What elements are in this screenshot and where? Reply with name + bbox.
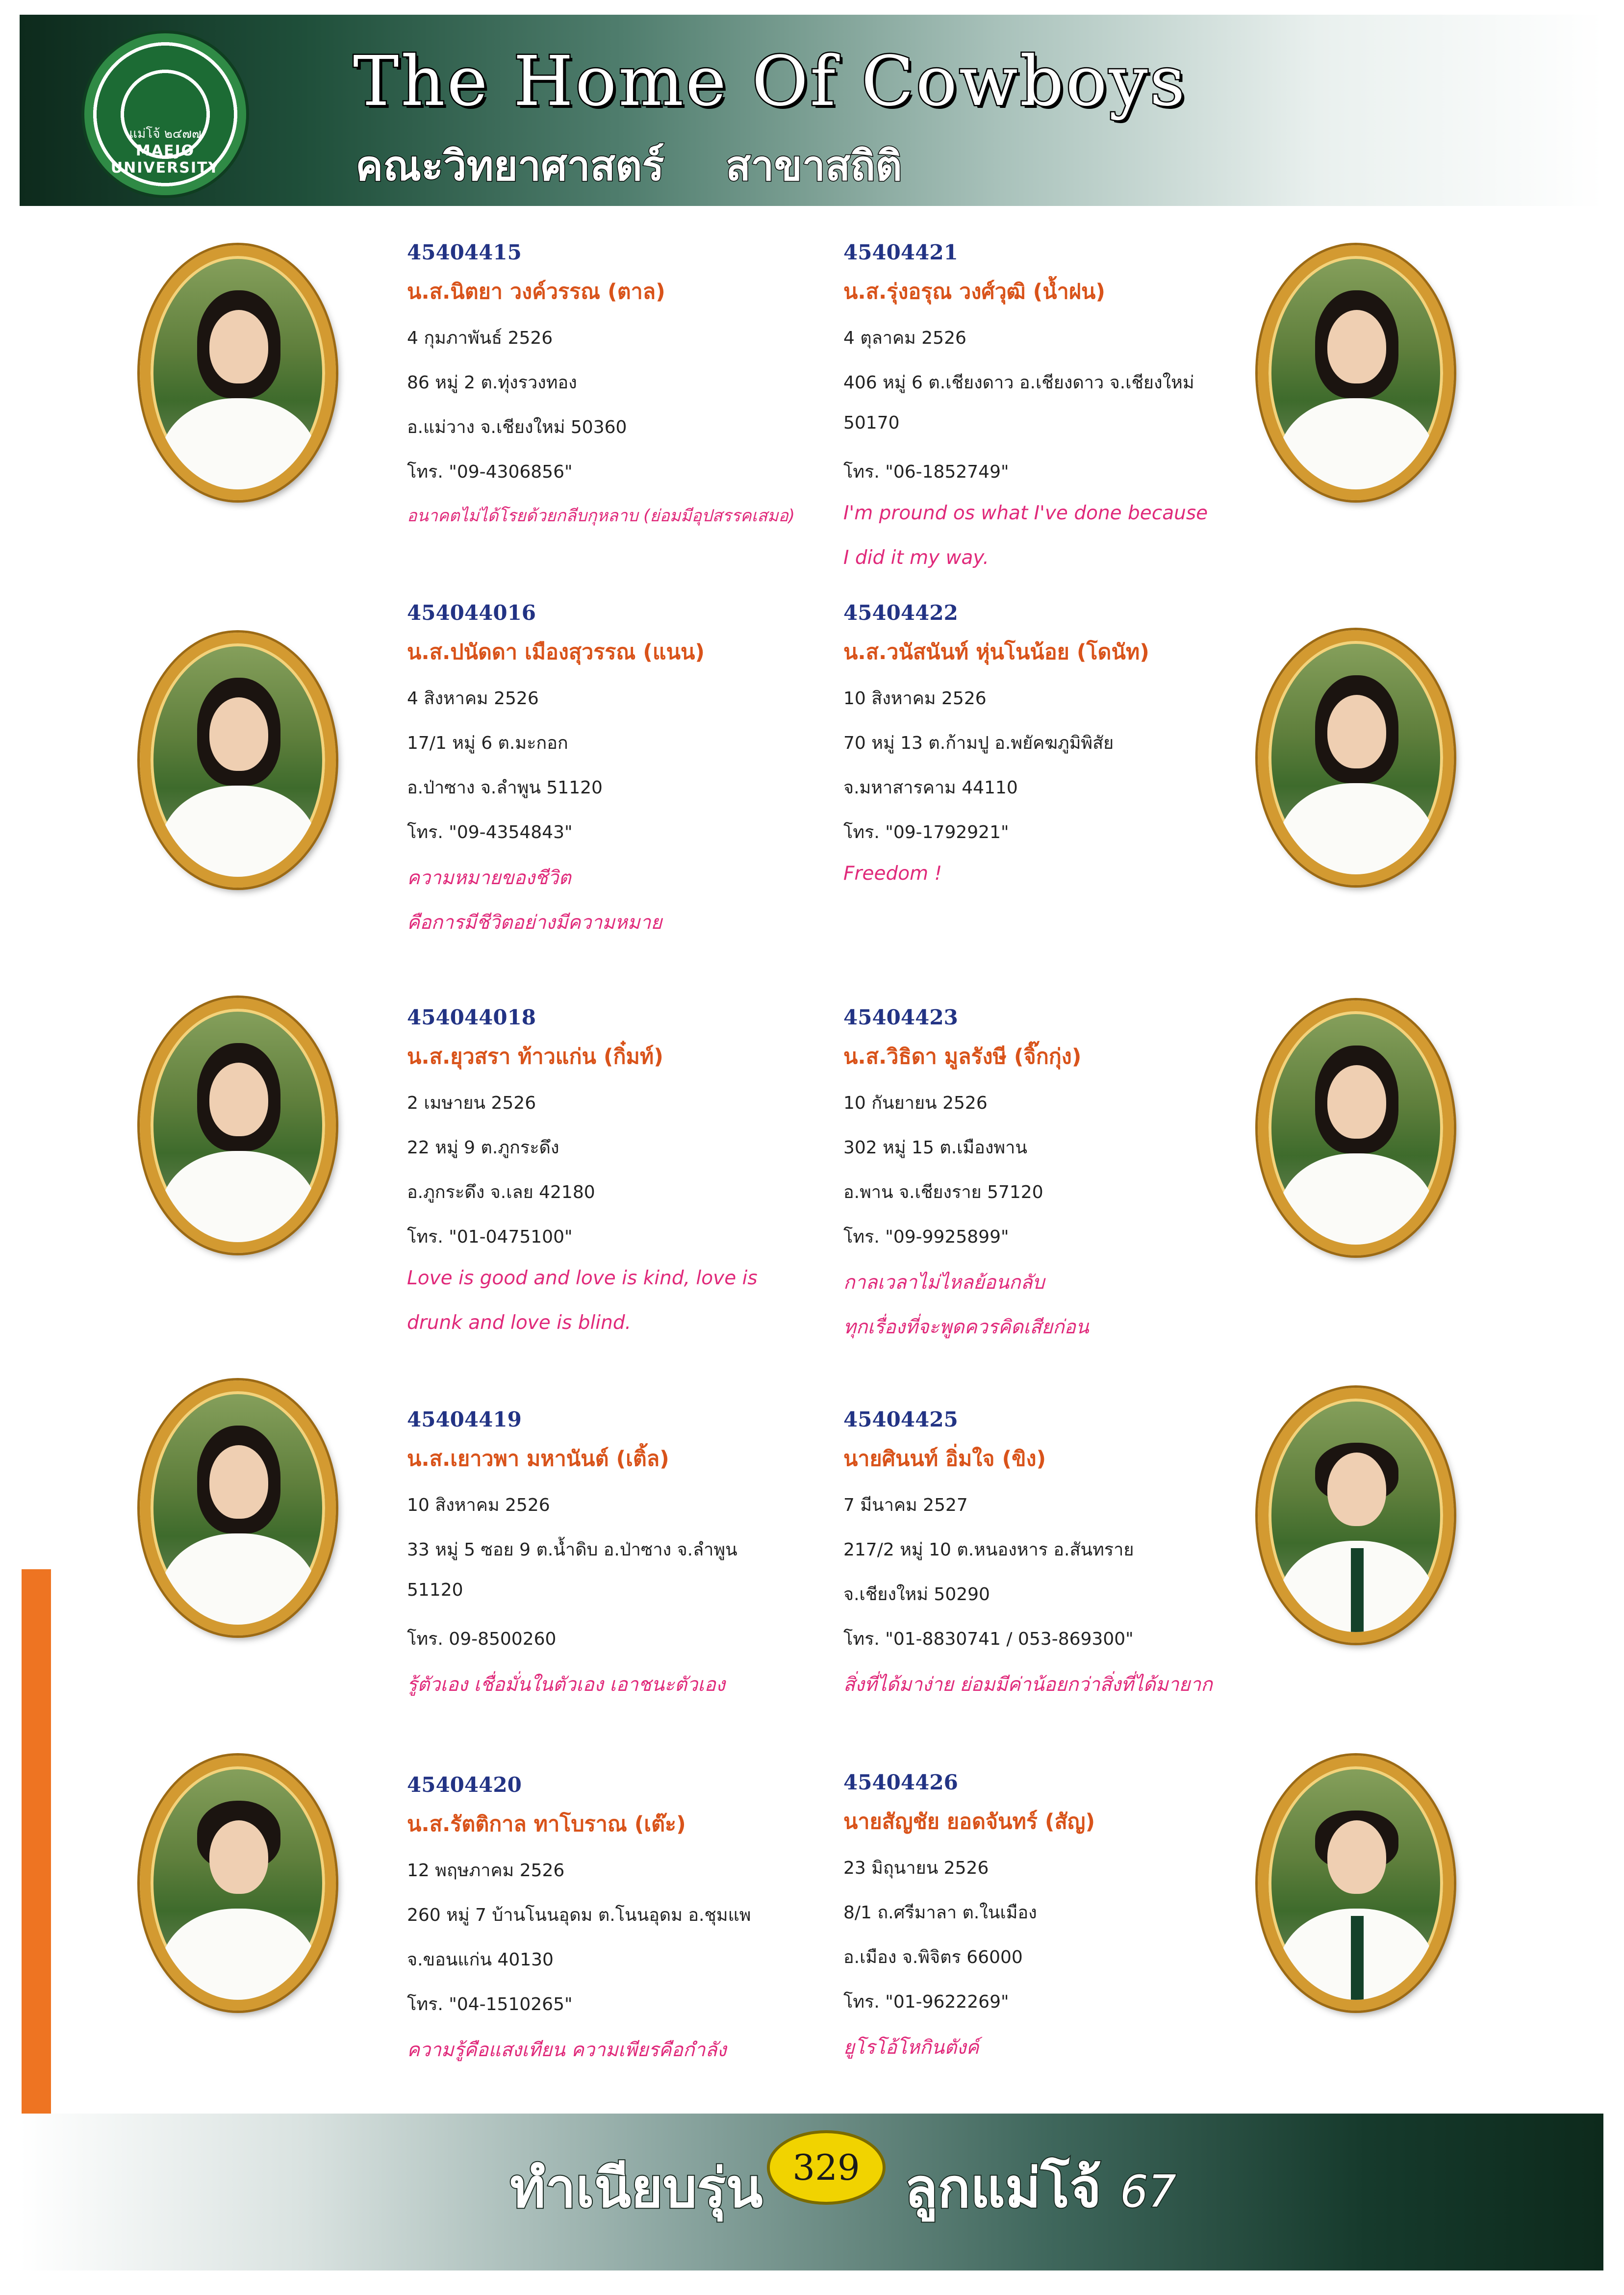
phone-number: โทร. "09-4354843" [407,822,573,842]
address-line: อ.ภูกระดึง จ.เลย 42180 [407,1182,595,1202]
student-name: นายศินนท์ อิ่มใจ (ขิง) [843,1447,1046,1471]
student-name: นายสัญชัย ยอดจันทร์ (สัญ) [843,1810,1095,1834]
student-photo [140,1380,336,1635]
address-line: จ.เชียงใหม่ 50290 [843,1584,990,1605]
student-name: น.ส.วนัสนันท์ หุ่นโนน้อย (โดนัท) [843,640,1149,664]
birth-date: 10 สิงหาคม 2526 [407,1495,550,1515]
motto-quote: อนาคตไม่ได้โรยด้วยกลีบกุหลาบ (ย่อมมีอุปสรรคเสมอ) [407,506,795,526]
motto-quote: Love is good and love is kind, love is [407,1267,758,1289]
phone-number: โทร. "06-1852749" [843,462,1009,482]
phone-number: โทร. 09-8500260 [407,1629,557,1649]
birth-date: 4 ตุลาคม 2526 [843,328,966,348]
student-profile [843,1005,1285,1356]
address-line: จ.มหาสารคาม 44110 [843,778,1018,798]
birth-date: 4 สิงหาคม 2526 [407,688,539,709]
side-accent-bar [22,1569,51,2114]
student-photo [1258,1388,1454,1643]
motto-quote: ความหมายของชีวิต [407,867,571,889]
student-photo [140,998,336,1253]
student-profile [407,601,848,952]
motto-quote: ยูโรโอ้โหกินตังค์ [843,2037,979,2059]
page-title: The Home Of Cowboys [353,42,1187,122]
address-line: 217/2 หมู่ 10 ต.หนองหาร อ.สันทราย [843,1540,1134,1560]
motto-quote: Freedom ! [843,863,942,885]
student-name: น.ส.เยาวพา มหานันต์ (เติ้ล) [407,1447,669,1471]
student-photo [140,1756,336,2011]
motto-quote: สิ่งที่ได้มาง่าย ย่อมมีค่าน้อยกว่าสิ่งที่ได้มายาก [843,1674,1213,1696]
student-profile [407,240,848,547]
phone-number: โทร. "01-9622269" [843,1992,1009,2012]
student-name: น.ส.นิตยา วงค์วรรณ (ตาล) [407,280,665,304]
address-line: 70 หมู่ 13 ต.ก้ามปู อ.พยัคฆภูมิพิสัย [843,733,1114,753]
student-id: 45404423 [843,1005,958,1029]
motto-quote: คือการมีชีวิตอย่างมีความหมาย [407,912,662,934]
student-photo [1258,1756,1454,2011]
address-line: 17/1 หมู่ 6 ต.มะกอก [407,733,568,753]
address-line: 302 หมู่ 15 ต.เมืองพาน [843,1138,1027,1158]
student-id: 45404415 [407,240,522,264]
student-id: 454044018 [407,1005,536,1029]
address-line: 86 หมู่ 2 ต.ทุ่งรวงทอง [407,373,577,393]
phone-number: โทร. "09-4306856" [407,462,573,482]
address-line: 50170 [843,413,900,433]
student-photo [1258,630,1454,885]
necktie-icon [1351,1548,1364,1643]
student-id: 45404422 [843,601,958,625]
department-title: สาขาสถิติ [726,142,902,190]
phone-number: โทร. "09-9925899" [843,1227,1009,1247]
motto-quote: I did it my way. [843,547,989,569]
necktie-icon [1351,1916,1364,2011]
student-id: 45404421 [843,240,958,264]
footer-class-label: ลูกแม่โจ้ [905,2157,1101,2219]
student-id: 45404426 [843,1770,958,1794]
student-name: น.ส.ปนัดดา เมืองสุวรรณ (แนน) [407,640,705,664]
motto-quote: รู้ตัวเอง เชื่อมั่นในตัวเอง เอาชนะตัวเอง [407,1674,725,1696]
phone-number: โทร. "01-8830741 / 053-869300" [843,1629,1134,1649]
student-name: น.ส.รุ่งอรุณ วงศ์วุฒิ (น้ำฝน) [843,280,1106,304]
student-id: 454044016 [407,601,536,625]
student-name: น.ส.ยุวสรา ท้าวแก่น (กิ๋มท์) [407,1045,663,1069]
address-line: 22 หมู่ 9 ต.ภูกระดึง [407,1138,559,1158]
birth-date: 23 มิถุนายน 2526 [843,1858,989,1878]
address-line: 406 หมู่ 6 ต.เชียงดาว อ.เชียงดาว จ.เชียงใหม่ [843,373,1194,393]
address-line: 260 หมู่ 7 บ้านโนนอุดม ต.โนนอุดม อ.ชุมแพ [407,1905,751,1925]
address-line: 33 หมู่ 5 ซอย 9 ต.น้ำดิบ อ.ป่าซาง จ.ลำพูน [407,1540,737,1560]
address-line: 51120 [407,1580,463,1600]
university-seal-icon [84,33,246,195]
phone-number: โทร. "01-0475100" [407,1227,573,1247]
seal-motto: แม่โจ้ ๒๔๗๗ [129,127,202,141]
birth-date: 2 เมษายน 2526 [407,1093,536,1113]
student-id: 45404420 [407,1773,522,1797]
seal-university-name: MAEJO UNIVERSITY [110,142,220,177]
birth-date: 12 พฤษภาคม 2526 [407,1861,565,1881]
student-profile [407,1773,848,2079]
student-profile [843,1407,1285,1714]
page-number: 329 [770,2133,883,2202]
student-photo [1258,1000,1454,1255]
motto-quote: ความรู้คือแสงเทียน ความเพียรคือกำลัง [407,2039,727,2061]
student-profile [407,1407,848,1714]
faculty-title: คณะวิทยาศาสตร์ [355,142,664,190]
address-line: อ.แม่วาง จ.เชียงใหม่ 50360 [407,417,627,437]
student-photo [140,245,336,500]
student-name: น.ส.วิธิดา มูลรังษี (จิ๊กกุ่ง) [843,1045,1082,1069]
address-line: อ.พาน จ.เชียงราย 57120 [843,1182,1043,1202]
motto-quote: I'm pround os what I've done because [843,502,1208,524]
student-photo [140,633,336,888]
student-id: 45404425 [843,1407,958,1431]
address-line: อ.เมือง จ.พิจิตร 66000 [843,1947,1023,1967]
birth-date: 10 สิงหาคม 2526 [843,688,987,709]
student-name: น.ส.รัตติกาล ทาโบราณ (เต๊ะ) [407,1812,686,1836]
student-profile [407,1005,848,1356]
motto-quote: drunk and love is blind. [407,1312,631,1334]
phone-number: โทร. "09-1792921" [843,822,1009,842]
footer-class-title [905,2145,1176,2231]
birth-date: 10 กันยายน 2526 [843,1093,988,1113]
address-line: 8/1 ถ.ศรีมาลา ต.ในเมือง [843,1903,1037,1923]
student-photo [1258,245,1454,500]
student-profile [843,240,1285,591]
student-id: 45404419 [407,1407,522,1431]
student-profile [843,601,1285,907]
student-profile [843,1770,1285,2077]
footer-yearbook-title: ทำเนียบรุ่น [510,2157,763,2219]
footer-class-number: 67 [1120,2166,1176,2218]
phone-number: โทร. "04-1510265" [407,1994,573,2014]
birth-date: 7 มีนาคม 2527 [843,1495,968,1515]
motto-quote: กาลเวลาไม่ไหลย้อนกลับ [843,1272,1045,1294]
address-line: อ.ป่าซาง จ.ลำพูน 51120 [407,778,603,798]
motto-quote: ทุกเรื่องที่จะพูดควรคิดเสียก่อน [843,1316,1089,1338]
birth-date: 4 กุมภาพันธ์ 2526 [407,328,553,348]
address-line: จ.ขอนแก่น 40130 [407,1950,554,1970]
